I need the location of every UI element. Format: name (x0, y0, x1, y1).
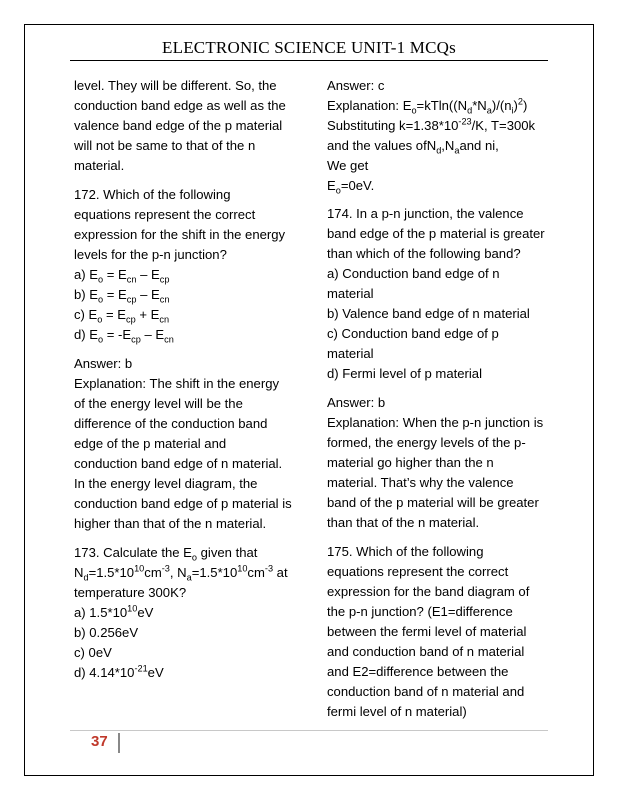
option-b: b) $E_o = E_{cp} - E_{cn}$ (74, 287, 170, 305)
question-line: conduction band of n material and (327, 684, 525, 699)
question-line: temperature 300K? (74, 585, 187, 600)
answer-172 (74, 354, 298, 534)
answer-line: Answer: c (327, 78, 385, 93)
question-line: between the fermi level of material (327, 624, 527, 639)
question-line: 173. Calculate the $E_o$ given that (74, 545, 258, 563)
page-number-divider (118, 733, 120, 753)
option-d: d) $E_o = -E_{cp} - E_{cn}$ (74, 327, 174, 345)
question-174 (327, 204, 551, 384)
question-line: band edge of the p material is greater (327, 226, 545, 241)
question-line: than which of the following band? (327, 246, 521, 261)
page-header-title: ELECTRONIC SCIENCE UNIT-1 MCQs (162, 38, 456, 57)
question-line: expression for the band diagram of (327, 584, 530, 599)
explanation-line: band of the p material will be greater (327, 495, 539, 510)
explanation-line: of the energy level will be the (74, 396, 243, 411)
right-column (327, 76, 551, 722)
left-column (74, 76, 298, 683)
explanation-line: Explanation: When the p-n junction is (327, 415, 544, 430)
explanation-line: We get (327, 158, 369, 173)
answer-line: Answer: b (327, 395, 386, 410)
explanation-line: Substituting $k=1.38*10^{-23}/K$, T=300k (327, 116, 536, 133)
answer-line: Answer: b (74, 356, 133, 371)
footer-rule (70, 730, 548, 731)
explanation-line: material. That’s why the valence (327, 475, 514, 490)
question-line: the p-n junction? (E1=difference (327, 604, 513, 619)
question-173 (74, 543, 298, 683)
option-c: c) 0eV (74, 645, 112, 660)
explanation-line: higher than that of the n material. (74, 516, 267, 531)
explanation-line: conduction band edge of p material is (74, 496, 292, 511)
explanation-line: than that of the n material. (327, 515, 480, 530)
header-rule (70, 60, 548, 61)
question-line: levels for the p-n junction? (74, 247, 227, 262)
option-a: a) $1.5*10^{10}eV$ (74, 603, 154, 620)
option-d: d) $4.14*10^{-21}eV$ (74, 663, 164, 680)
question-line: and E2=difference between the (327, 664, 509, 679)
question-line: 175. Which of the following (327, 544, 484, 559)
explanation-line: formed, the energy levels of the p- (327, 435, 526, 450)
continued-text (74, 76, 298, 176)
question-line: equations represent the correct (74, 207, 256, 222)
explanation-line: edge of the p material and (74, 436, 227, 451)
explanation-line: difference of the conduction band (74, 416, 268, 431)
explanation-line: and the values $ofN_d,N_aand$ ni, (327, 138, 499, 156)
explanation-line: material go higher than the n (327, 455, 494, 470)
explanation-line: Explanation: The shift in the energy (74, 376, 280, 391)
explanation-line: In the energy level diagram, the (74, 476, 258, 491)
option-line: material (327, 346, 374, 361)
answer-173 (327, 76, 551, 196)
text-line: will not be same to that of the n (74, 138, 256, 153)
answer-174 (327, 393, 551, 533)
option-b: b) 0.256eV (74, 625, 139, 640)
question-line: 172. Which of the following (74, 187, 231, 202)
page-number: 37 (91, 733, 108, 750)
option-line: d) Fermi level of p material (327, 366, 482, 381)
question-line: 174. In a p-n junction, the valence (327, 206, 524, 221)
text-line: valence band edge of the p material (74, 118, 283, 133)
question-175 (327, 542, 551, 722)
option-a: a) $E_o = E_{cn} - E_{cp}$ (74, 267, 170, 285)
question-line: and conduction band of n material (327, 644, 525, 659)
option-line: b) Valence band edge of n material (327, 306, 530, 321)
option-line: material (327, 286, 374, 301)
option-line: a) Conduction band edge of n (327, 266, 500, 281)
explanation-line: Explanation: $E_o=kTln((N_d*N_a)/(n_i)^2)$ (327, 96, 528, 116)
question-line: equations represent the correct (327, 564, 509, 579)
explanation-line: conduction band edge of n material. (74, 456, 283, 471)
question-172 (74, 185, 298, 345)
explanation-line: $E_o=0eV$. (327, 178, 375, 196)
question-line: fermi level of n material) (327, 704, 467, 719)
text-line: conduction band edge as well as the (74, 98, 286, 113)
text-line: material. (74, 158, 125, 173)
text-line: level. They will be different. So, the (74, 78, 277, 93)
option-c: c) $E_o = E_{cp} + E_{cn}$ (74, 307, 170, 325)
question-line: expression for the shift in the energy (74, 227, 286, 242)
option-line: c) Conduction band edge of p (327, 326, 499, 341)
question-line: $N_d=1.5*10^{10}cm^{-3}$, $N_a=1.5*10^{10}cm^{-3}$ at (74, 563, 288, 583)
